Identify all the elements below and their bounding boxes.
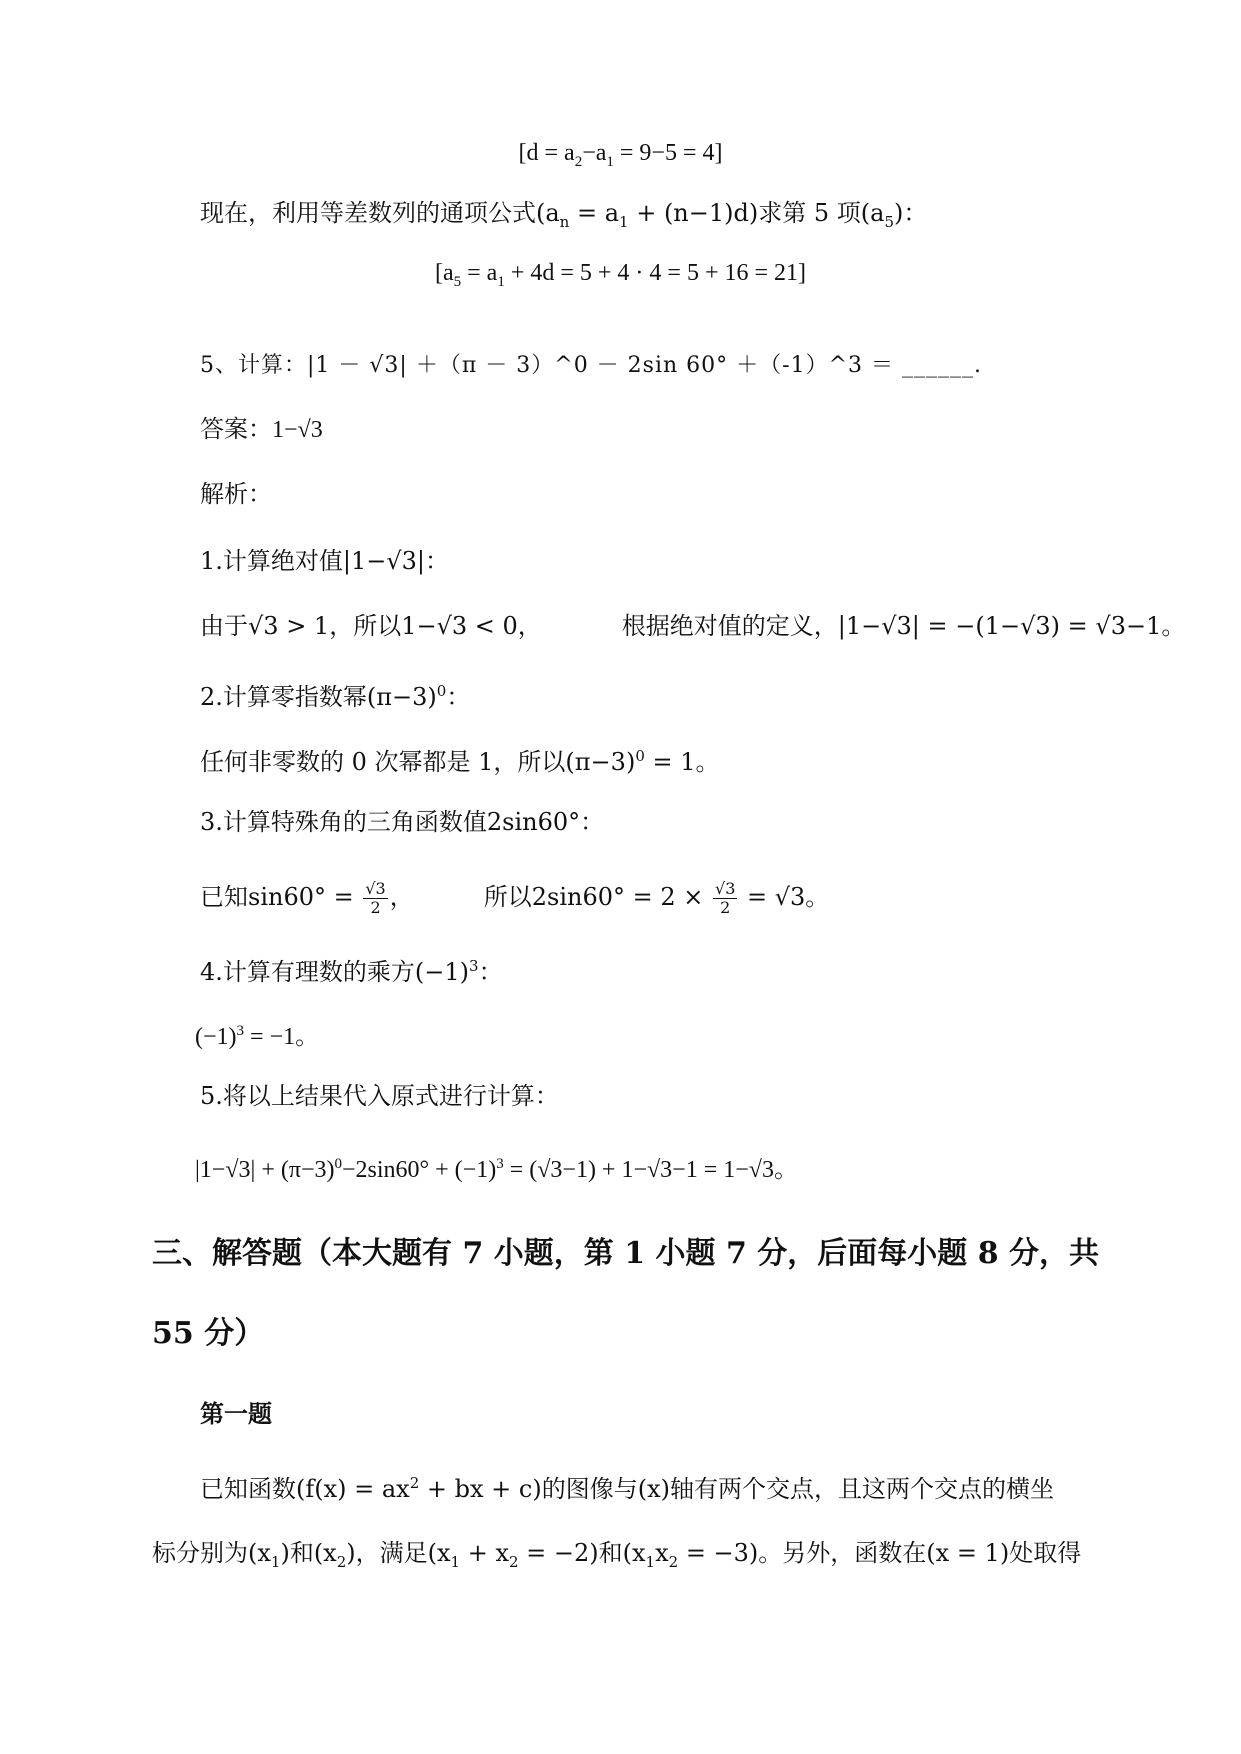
final-computation: $|1-√3| + (\pi-3)^0-2\sin 60^\circ + (-1)^3 = (√3-1) + 1-√3-1 = 1-√3$。 bbox=[195, 1156, 798, 1183]
problem-line-1: 已知函数($f(x) = ax^2$ + bx + c)的图像与(x)轴有两个交点，且这两个交点的横坐 bbox=[200, 1474, 1054, 1503]
analysis-label: 解析： bbox=[200, 480, 272, 508]
section-heading-line-2: 55 分） bbox=[152, 1316, 265, 1351]
problem-line-2: 标分别为$(x_1)$和$(x_2)$，满足$(x_1 + x_2 = -2)$和$(x_1x_2 = -3)$。另外，函数在(x = 1)处取得 bbox=[152, 1539, 1082, 1571]
step-2-title: 2.计算零指数幂$(\pi-3)^0$： bbox=[200, 682, 471, 711]
step-3-title: 3.计算特殊角的三角函数值2sin60°： bbox=[200, 808, 605, 836]
step-4-body: $(-1)^3 = -1$。 bbox=[195, 1023, 320, 1050]
answer: 答案：1−√3 bbox=[200, 415, 323, 443]
question-1-heading: 第一题 bbox=[200, 1399, 272, 1428]
a5-formula: $[a_5 = a_1 + 4d = 5 + 4 \cdot 4 = 5 + 16 = 21]$ bbox=[434, 260, 807, 290]
step-1-body: 由于√3 > 1，所以1−√3 < 0， 根据绝对值的定义，|1−√3| = −(1−√3) = √3−1。 bbox=[200, 612, 1186, 640]
section-heading-line-1: 三、解答题（本大题有 7 小题，第 1 小题 7 分，后面每小题 8 分，共 bbox=[152, 1236, 1100, 1271]
question-5: 5、计算：|1 － √3| ＋（π － 3）^0 － 2sin 60° ＋（-1）^3 ＝ ______. bbox=[200, 353, 982, 378]
step-2-body: 任何非零数的 0 次幂都是 1，所以$(\pi-3)^0 = 1$。 bbox=[200, 747, 720, 776]
d-formula: $[d = a_2-a_1 = 9-5 = 4]$ bbox=[518, 140, 723, 170]
fraction-sqrt3-over-2: $\frac{√3}{2}$ bbox=[365, 879, 386, 917]
step-1-title: 1.计算绝对值|1−√3|： bbox=[200, 547, 450, 575]
fraction-sqrt3-over-2: $\frac{√3}{2}$ bbox=[715, 879, 736, 917]
step-5-title: 5.将以上结果代入原式进行计算： bbox=[200, 1082, 559, 1110]
step-4-title: 4.计算有理数的乘方$(-1)^3$： bbox=[200, 957, 503, 986]
step-3-body: 已知sin60° = $\frac{√3}{2}$ ， 所以2sin60° = 2 × $\frac{√3}{2}$ = √3。 bbox=[200, 879, 830, 917]
general-term-intro: 现在，利用等差数列的通项公式$(a_n = a_1 + (n-1)d)$求第 5 项$(a_5)$： bbox=[200, 199, 928, 231]
